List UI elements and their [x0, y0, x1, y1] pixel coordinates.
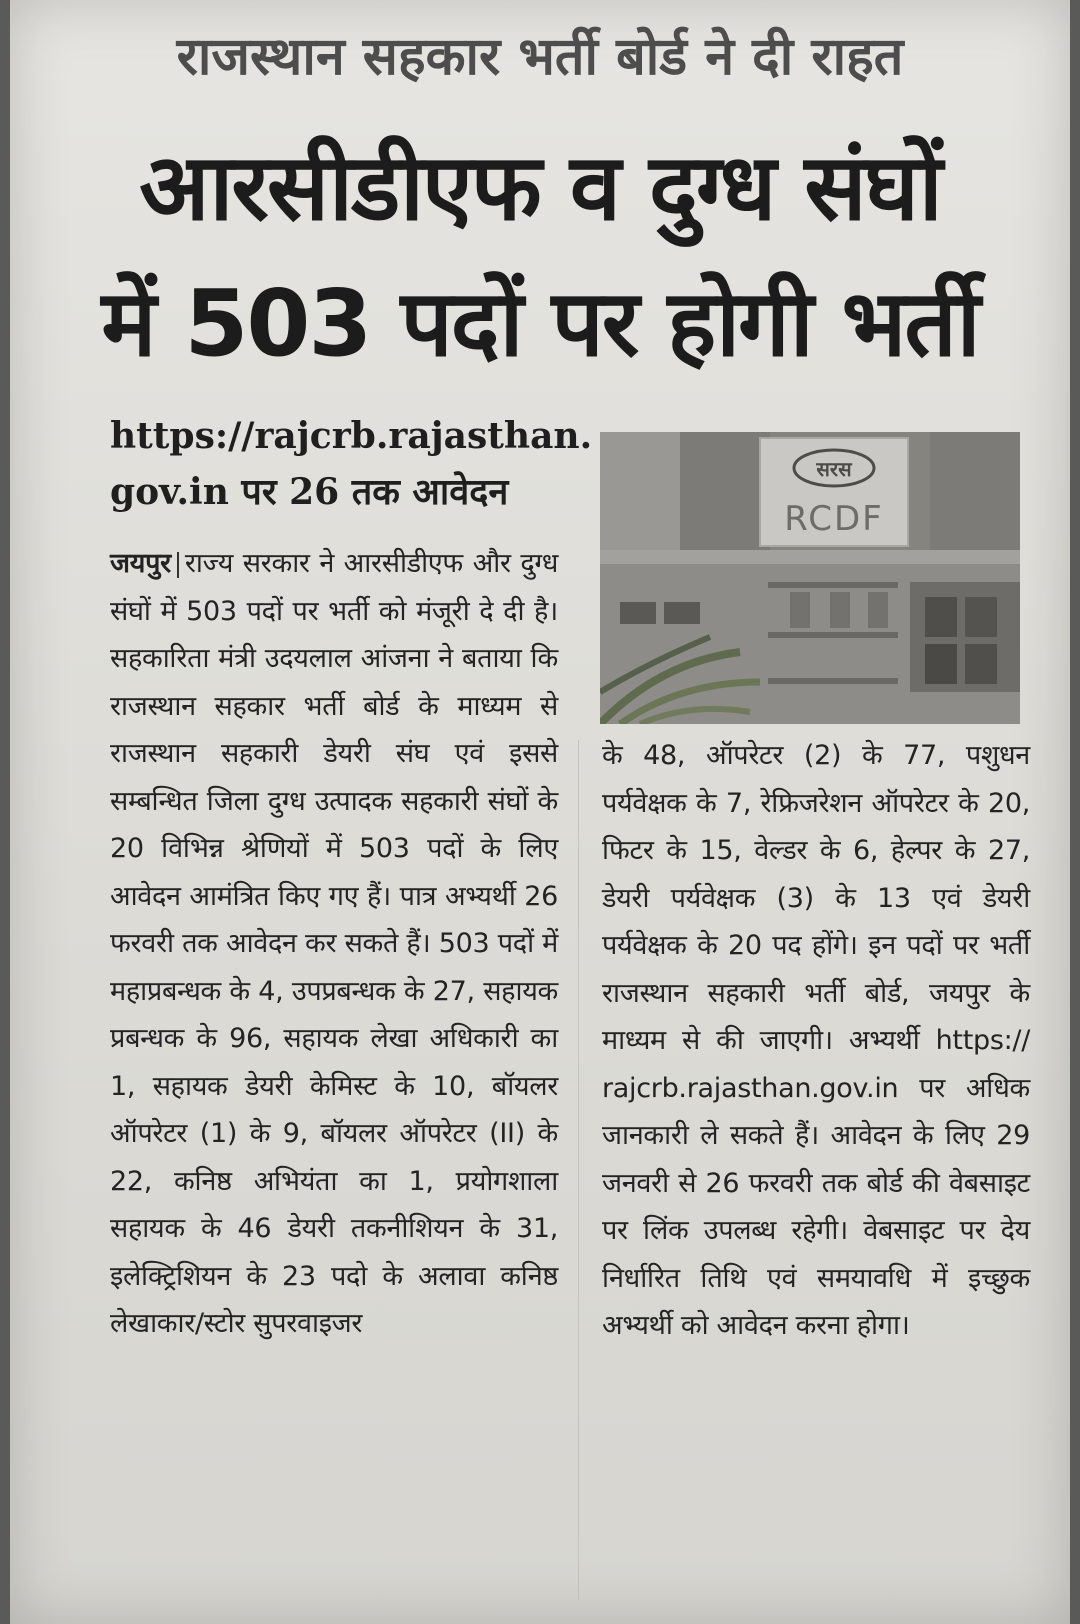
- body-text-left: राज्य सरकार ने आरसीडीएफ और दुग्ध संघों में 503 पदों पर भर्ती को मंजूरी दे दी है। सहकारिता मंत्री उदयलाल आंजना ने बताया कि राजस्थान सहकार भर्ती बोर्ड के माध्यम से राजस्थान सहकारी डेयरी संघ एवं इससे सम्बन्धित जिला दुग्ध उत्पादक सहकारी संघों के 20 विभिन्न श्रेणियों में 503 पदों के लिए आवेदन आमंत्रित किए गए हैं। पात्र अभ्यर्थी 26 फरवरी तक आवेदन कर सकते हैं। 503 पदों में महाप्रबन्धक के 4, उपप्रबन्धक के 27, सहायक प्रबन्धक के 96, सहायक लेखा अधिकारी का 1, सहायक डेयरी केमिस्ट के 10, बॉयलर ऑपरेटर (1) के 9, बॉयलर ऑपरेटर (II) के 22, कनिष्ठ अभियंता का 1, प्रयोगशाला सहायक के 46 डेयरी तकनीशियन के 31, इलेक्ट्रिशियन के 23 पदो के अलावा कनिष्ठ लेखाकार/स्टोर सुपरवाइजर: [110, 548, 558, 1339]
- dateline: जयपुर: [110, 548, 171, 579]
- dateline-separator: [177, 552, 179, 578]
- subhead-line-1: https://rajcrb.rajasthan.: [110, 415, 593, 457]
- rcdf-building-photo: [600, 432, 1020, 724]
- headline-line-2: में 503 पदों पर होगी भर्ती: [101, 270, 979, 377]
- sign-logo-text: सरस: [816, 457, 852, 481]
- newspaper-clipping: [10, 0, 1070, 1624]
- building-illustration: [600, 432, 1020, 724]
- subhead-line-2: gov.in पर 26 तक आवेदन: [110, 471, 509, 513]
- body-text-right: के 48, ऑपरेटर (2) के 77, पशुधन पर्यवेक्षक के 7, रेफ्रिजरेशन ऑपरेटर के 20, फिटर के 15, वेल्डर के 6, हेल्पर के 27, डेयरी पर्यवेक्षक (3) के 13 एवं डेयरी पर्यवेक्षक के 20 पद होंगे। इन पदों पर भर्ती राजस्थान सहकारी भर्ती बोर्ड, जयपुर के माध्यम से की जाएगी। अभ्यर्थी https:// rajcrb.rajasthan.gov.in पर अधिक जानकारी ले सकते हैं। आवेदन के लिए 29 जनवरी से 26 फरवरी तक बोर्ड की वेबसाइट पर लिंक उपलब्ध रहेगी। वेबसाइट पर देय निर्धारित तिथि एवं समयावधि में इच्छुक अभ्यर्थी को आवेदन करना होगा।: [602, 740, 1030, 1341]
- subheadline: [110, 408, 593, 520]
- headline-line-1: आरसीडीएफ व दुग्ध संघों: [139, 134, 941, 241]
- column-divider: [578, 740, 579, 1600]
- article-body-right-column: [602, 732, 1030, 1350]
- kicker-headline: राजस्थान सहकार भर्ती बोर्ड ने दी राहत: [176, 27, 904, 87]
- article-body-left-column: [110, 540, 558, 1348]
- sign-rcdf-text: RCDF: [784, 499, 884, 539]
- main-headline: [50, 120, 1030, 392]
